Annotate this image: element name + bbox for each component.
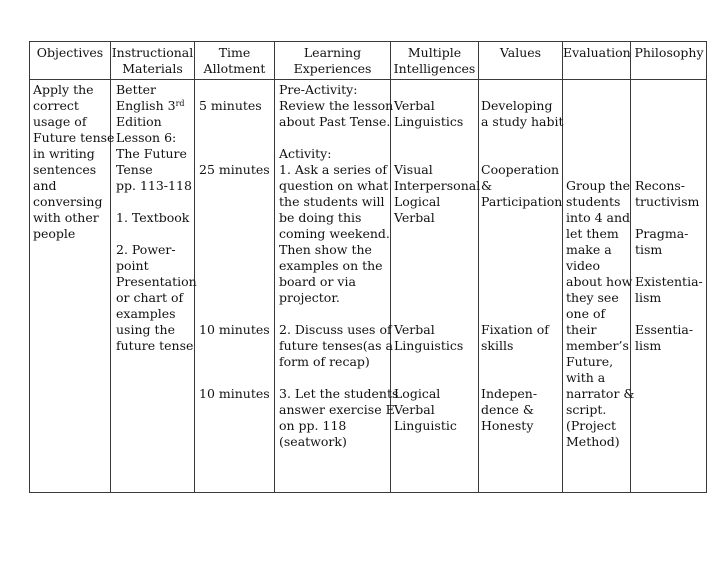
cell-line: Future, [566, 354, 614, 369]
cell-line [635, 210, 703, 226]
cell-line: answer exercise E [279, 402, 395, 417]
values-cell [481, 82, 563, 434]
header-experiences: Learning Experiences [293, 45, 372, 76]
cell-line: Linguistics [394, 338, 464, 353]
cell-line: about Past Tense. [279, 114, 391, 129]
cell-line [481, 290, 563, 306]
cell-line: projector. [279, 290, 340, 305]
cell-line: one of [566, 306, 606, 321]
intelligences-cell [394, 82, 480, 434]
cell-line: Logical [394, 386, 441, 401]
cell-line [199, 210, 270, 226]
cell-line: be doing this [279, 210, 362, 225]
cell-line [199, 306, 270, 322]
cell-line: 10 minutes [199, 322, 270, 337]
cell-line: Tense [116, 162, 153, 177]
cell-line: skills [481, 338, 514, 353]
cell-line: or chart of [116, 290, 184, 305]
cell-line: (seatwork) [279, 434, 347, 449]
cell-line: board or via [279, 274, 356, 289]
cell-line [394, 242, 480, 258]
cell-line: Linguistics [394, 114, 464, 129]
cell-line: 2. Power- [116, 242, 176, 257]
cell-line: Apply the [33, 82, 94, 97]
cell-line: Honesty [481, 418, 534, 433]
cell-line [394, 354, 480, 370]
cell-line: 25 minutes [199, 162, 270, 177]
cell-line: using the [116, 322, 175, 337]
cell-line: Lesson 6: [116, 130, 177, 145]
cell-line: Participation [481, 194, 563, 209]
cell-line: Review the lesson [279, 98, 394, 113]
cell-line [566, 114, 635, 130]
cell-line: video [566, 258, 600, 273]
cell-line: into 4 and [566, 210, 631, 225]
evaluation-cell [566, 82, 635, 450]
header-evaluation: Evaluation [563, 45, 631, 60]
cell-line [635, 162, 703, 178]
cell-line [199, 370, 270, 386]
materials-line: Better [116, 82, 157, 97]
experiences-cell [279, 82, 398, 450]
cell-line: let them [566, 226, 619, 241]
cell-line: Existentia- [635, 274, 703, 289]
cell-line [199, 82, 270, 98]
cell-line: Cooperation [481, 162, 560, 177]
cell-line [566, 98, 635, 114]
cell-line: Activity: [279, 146, 332, 161]
cell-line [566, 146, 635, 162]
cell-line: Interpersonal [394, 178, 481, 193]
materials-book-title: English 3 [116, 98, 176, 113]
cell-line [481, 306, 563, 322]
cell-line: on pp. 118 [279, 418, 347, 433]
cell-line [394, 274, 480, 290]
cell-line [199, 146, 270, 162]
cell-line: Verbal [394, 98, 435, 113]
lesson-plan-table [29, 41, 707, 493]
cell-line: Indepen- [481, 386, 538, 401]
cell-line [481, 82, 563, 98]
cell-line: they see [566, 290, 619, 305]
cell-line: people [33, 226, 76, 241]
header-divider [30, 79, 706, 80]
materials-rest [116, 114, 197, 354]
cell-line [566, 130, 635, 146]
cell-line [199, 178, 270, 194]
cell-line [199, 354, 270, 370]
cell-line: coming weekend. [279, 226, 390, 241]
cell-line [394, 258, 480, 274]
cell-line: dence & [481, 402, 534, 417]
cell-line [199, 194, 270, 210]
cell-line [199, 338, 270, 354]
materials-superscript: rd [175, 99, 185, 108]
cell-line: Edition [116, 114, 162, 129]
cell-line [394, 306, 480, 322]
header-philosophy: Philosophy [634, 45, 704, 60]
cell-line [481, 210, 563, 226]
cell-line: Logical [394, 194, 441, 209]
cell-line: Presentation [116, 274, 197, 289]
cell-line: Group the [566, 178, 630, 193]
cell-line [394, 82, 480, 98]
cell-line: Developing [481, 98, 553, 113]
cell-line [199, 242, 270, 258]
cell-line [481, 258, 563, 274]
cell-line: The Future [116, 146, 187, 161]
cell-line: about how [566, 274, 633, 289]
cell-line [394, 146, 480, 162]
header-intelligences: Multiple Intelligences [393, 45, 476, 76]
col-divider [274, 42, 275, 492]
cell-line: the students will [279, 194, 385, 209]
cell-line [199, 290, 270, 306]
cell-line: examples [116, 306, 176, 321]
cell-line [481, 242, 563, 258]
cell-line [481, 130, 563, 146]
cell-line: Method) [566, 434, 620, 449]
cell-line: with other [33, 210, 99, 225]
cell-line: Verbal [394, 210, 435, 225]
materials-line [116, 98, 197, 114]
cell-line [481, 370, 563, 386]
cell-line [394, 130, 480, 146]
cell-line: 2. Discuss uses of [279, 322, 392, 337]
cell-line: Future tense [33, 130, 115, 145]
cell-line: 10 minutes [199, 386, 270, 401]
cell-line: Pre-Activity: [279, 82, 358, 97]
cell-line: Essentia- [635, 322, 694, 337]
cell-line [394, 290, 480, 306]
cell-line [199, 226, 270, 242]
cell-line [635, 98, 703, 114]
cell-line: Recons- [635, 178, 686, 193]
header-values: Values [499, 45, 542, 60]
cell-line: Then show the [279, 242, 372, 257]
cell-line [481, 274, 563, 290]
cell-line [199, 114, 270, 130]
objectives-cell [33, 82, 114, 242]
cell-line: point [116, 258, 149, 273]
cell-line: students [566, 194, 621, 209]
cell-line: and [33, 178, 57, 193]
cell-line [481, 226, 563, 242]
cell-line [199, 258, 270, 274]
header-objectives: Objectives [36, 45, 104, 60]
cell-line [199, 274, 270, 290]
cell-line [279, 306, 398, 322]
cell-line: Verbal [394, 322, 435, 337]
cell-line: Linguistic [394, 418, 457, 433]
cell-line: pp. 113-118 [116, 178, 192, 193]
cell-line: lism [635, 338, 662, 353]
cell-line: 1. Ask a series of [279, 162, 388, 177]
cell-line: (Project [566, 418, 617, 433]
cell-line: Pragma- [635, 226, 689, 241]
cell-line [635, 130, 703, 146]
cell-line: & [481, 178, 493, 193]
cell-line: Verbal [394, 402, 435, 417]
cell-line [635, 306, 703, 322]
cell-line [116, 226, 197, 242]
cell-line: form of recap) [279, 354, 370, 369]
cell-line [279, 130, 398, 146]
cell-line: their [566, 322, 597, 337]
cell-line: make a [566, 242, 612, 257]
cell-line: future tenses(as a [279, 338, 393, 353]
cell-line: examples on the [279, 258, 383, 273]
cell-line: conversing [33, 194, 103, 209]
philosophy-cell [635, 82, 703, 354]
cell-line: in writing [33, 146, 95, 161]
cell-line: 1. Textbook [116, 210, 190, 225]
cell-line [566, 82, 635, 98]
cell-line [394, 226, 480, 242]
cell-line [635, 146, 703, 162]
cell-line [635, 258, 703, 274]
cell-line: 3. Let the students [279, 386, 399, 401]
cell-line: sentences [33, 162, 97, 177]
cell-line [566, 162, 635, 178]
cell-line: Visual [394, 162, 433, 177]
cell-line: a study habit [481, 114, 564, 129]
cell-line: tism [635, 242, 663, 257]
cell-line [394, 370, 480, 386]
cell-line: future tense [116, 338, 194, 353]
header-materials: Instructional Materials [111, 45, 194, 76]
cell-line: 5 minutes [199, 98, 262, 113]
cell-line: lism [635, 290, 662, 305]
header-time: Time Allotment [203, 45, 266, 76]
cell-line [481, 146, 563, 162]
cell-line [635, 114, 703, 130]
cell-line [199, 130, 270, 146]
cell-line: narrator & [566, 386, 635, 401]
cell-line: with a [566, 370, 606, 385]
cell-line [481, 354, 563, 370]
cell-line: member’s [566, 338, 629, 353]
cell-line [635, 82, 703, 98]
cell-line: usage of [33, 114, 87, 129]
cell-line [279, 370, 398, 386]
cell-line: script. [566, 402, 607, 417]
cell-line: correct [33, 98, 79, 113]
cell-line: tructivism [635, 194, 700, 209]
materials-cell [116, 82, 197, 354]
cell-line: question on what [279, 178, 389, 193]
time-cell [199, 82, 270, 402]
cell-line: Fixation of [481, 322, 549, 337]
cell-line [116, 194, 197, 210]
